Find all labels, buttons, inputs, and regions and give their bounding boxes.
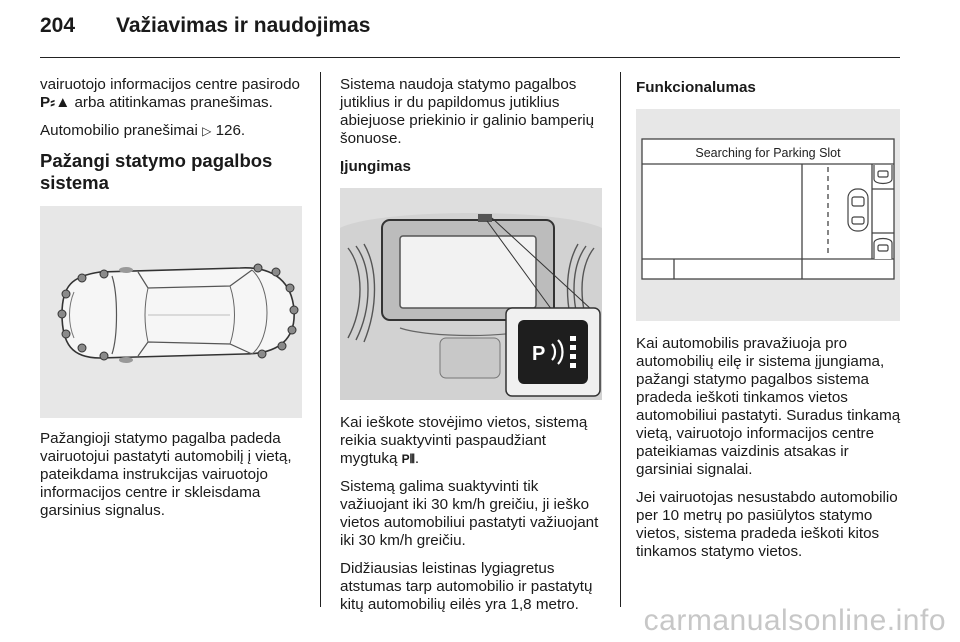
paragraph: Sistema naudoja statymo pagalbos jutiklius ir du papildomus jutiklius abiejuose priekinio ir galinio bamperių šonuose. (340, 76, 595, 147)
paragraph: Kai ieškote stovėjimo vietos, sistemą reikia suaktyvinti paspaudžiant mygtuką P⦀. (340, 414, 588, 467)
page-number: 204 (40, 14, 76, 37)
page-ref-link[interactable]: 126. (215, 122, 246, 139)
parking-button-label: P (532, 343, 546, 365)
page-title: Važiavimas ir naudojimas (116, 14, 371, 37)
dashboard-icon (340, 188, 602, 400)
page-ref-arrow-icon: ▷ (202, 124, 212, 138)
parking-display-figure (636, 109, 900, 321)
paragraph: Pažangioji statymo pagalba padeda vairuotojui pastatyti automobilį į vietą, pateikdama instrukcijas vairuotojo informacijos centre ir skleisdama garsinius signalus. (40, 430, 292, 519)
column-3 (636, 76, 904, 571)
section-heading: Pažangi statymo pagalbos sistema (40, 150, 273, 193)
header-rule (40, 57, 900, 58)
parking-assist-symbol: P⸗▲ (40, 94, 71, 111)
car-sensors-figure (40, 206, 302, 418)
car-top-view-icon (40, 206, 302, 418)
display-title: Searching for Parking Slot (695, 146, 841, 160)
paragraph: vairuotojo informacijos centre pasirodo P⸗▲ arba atitinkamas pranešimas. (40, 76, 301, 111)
dashboard-figure (340, 188, 602, 400)
subheading: Funkcionalumas (636, 79, 756, 96)
watermark: carmanualsonline.info (643, 604, 946, 637)
column-1 (40, 76, 306, 530)
column-2 (340, 76, 604, 624)
column-divider-2 (620, 72, 621, 607)
paragraph: Sistemą galima suaktyvinti tik važiuojant iki 30 km/h greičiu, ji ieško vietos automobiliui pastatyti važiuojant iki 30 km/h greičiu. (340, 478, 599, 549)
paragraph: Kai automobilis pravažiuoja pro automobilių eilę ir sistema įjungiama, pažangi statymo pagalbos sistema pradeda ieškoti tinkamos vietos automobiliui pastatyti. Suradus tinkamą vietą, vairuotojo informacijos centre pateikiamas vaizdinis atsakas ir garsiniai signalai. (636, 335, 901, 478)
column-divider-1 (320, 72, 321, 607)
parking-button-symbol: P⦀ (401, 452, 415, 466)
subheading: Įjungimas (340, 158, 411, 175)
page-header (40, 14, 370, 38)
paragraph: Automobilio pranešimai ▷ 126. (40, 122, 246, 139)
paragraph: Jei vairuotojas nesustabdo automobilio per 10 metrų po pasiūlytos statymo vietos, sistema pradeda ieškoti kitos tinkamos statymo vietos. (636, 489, 898, 560)
parking-slot-display-icon (636, 109, 900, 321)
paragraph: Didžiausias leistinas lygiagretus atstumas tarp automobilio ir pastatytų kitų automobilių eilės yra 1,8 metro. (340, 560, 593, 613)
car-icon (848, 189, 868, 231)
